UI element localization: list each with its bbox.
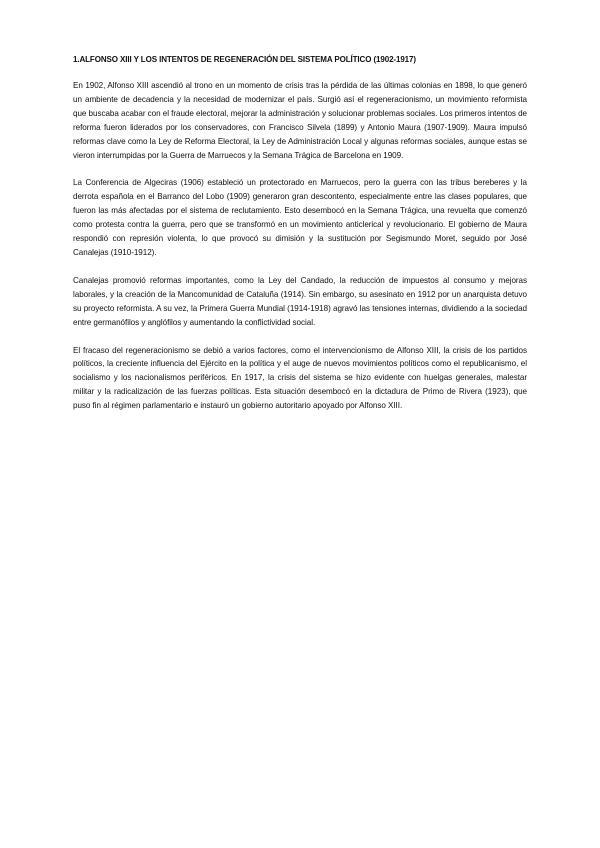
document-title: 1.ALFONSO XIII Y LOS INTENTOS DE REGENERACIÓN DEL SISTEMA POLÍTICO (1902-1917) — [73, 55, 416, 64]
paragraph-2: La Conferencia de Algeciras (1906) estableció un protectorado en Marruecos, pero la guerra con las tribus bereberes y la derrota española en el Barranco del Lobo (1909) generaron gran descontento, especialmente entre las clases populares, que fueron las más afectadas por el sistema de reclutamiento. Esto desembocó en la Semana Trágica, una revuelta que comenzó como protesta contra la guerra, pero que se transformó en un movimiento anticlerical y revolucionario. El gobierno de Maura respondió con represión violenta, lo que provocó su dimisión y la sustitución por Segismundo Moret, seguido por José Canalejas (1910-1912). — [73, 178, 527, 257]
paragraph-3: Canalejas promovió reformas importantes, como la Ley del Candado, la reducción de impuestos al consumo y mejoras laborales, y la creación de la Mancomunidad de Cataluña (1914). Sin embargo, su asesinato en 1912 por un anarquista detuvo su proyecto reformista. A su vez, la Primera Guerra Mundial (1914-1918) agravó las tensiones internas, dividiendo a la sociedad entre germanófilos y anglófilos y aumentando la conflictividad social. — [73, 275, 527, 327]
document-body — [73, 54, 527, 427]
paragraph-4: El fracaso del regeneracionismo se debió a varios factores, como el intervencionismo de Alfonso XIII, la crisis de los partidos políticos, la creciente influencia del Ejército en la política y el auge de nuevos movimientos políticos como el republicanismo, el socialismo y los nacionalismos periféricos. En 1917, la crisis del sistema se hizo evidente con huelgas generales, malestar militar y la radicalización de las fuerzas políticas. Esta situación desembocó en la dictadura de Primo de Rivera (1923), que puso fin al régimen parlamentario e instauró un gobierno autoritario apoyado por Alfonso XIII. — [73, 345, 527, 411]
paragraph-1: En 1902, Alfonso XIII ascendió al trono en un momento de crisis tras la pérdida de las últimas colonias en 1898, lo que generó un ambiente de decadencia y la necesidad de modernizar el país. Surgió así el regeneracionismo, un movimiento reformista que buscaba acabar con el fraude electoral, mejorar la administración y solucionar problemas sociales. Los primeros intentos de reforma fueron liderados por los conservadores, con Francisco Silvela (1899) y Antonio Maura (1907-1909). Maura impulsó reformas clave como la Ley de Reforma Electoral, la Ley de Administración Local y algunas reformas sociales, aunque estas se vieron interrumpidas por la Guerra de Marruecos y la Semana Trágica de Barcelona en 1909. — [73, 81, 527, 160]
